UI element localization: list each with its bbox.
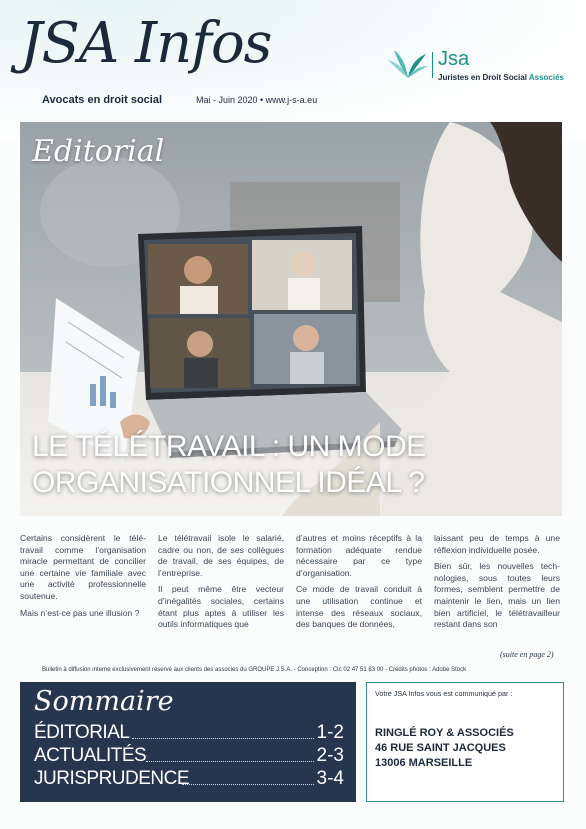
sommaire-title: Sommaire [34,686,174,717]
masthead-title: JSA Infos [20,11,272,76]
sender-name: RINGLÉ ROY & ASSOCIÉS [375,727,514,739]
leader-dots [132,737,314,739]
jsa-logo [386,48,566,88]
logo-divider [432,52,433,78]
tagline: Avocats en droit social [42,94,163,106]
sender-city: 13006 MARSEILLE [375,757,473,769]
logo-name: Jsa [438,48,470,70]
communicated-heading: Votre JSA Infos vous est communiqué par : [375,689,513,698]
book-pages-icon [386,48,430,80]
issue-dateline: Mai - Juin 2020 • www.j-s-a.eu [196,95,318,105]
continued-note: (suite en page 2) [500,650,554,659]
leader-dots [146,760,314,762]
headline: LE TÉLÉTRAVAIL : UN MODE ORGANISATIONNEL IDÉAL ? [32,430,426,499]
sommaire-item-jurisprudence: JURISPRUDENCE 3-4 [34,768,344,789]
editorial-article [20,533,562,643]
sommaire-box [20,682,356,802]
communicated-by-box [366,682,564,802]
hero-photo [20,122,562,516]
sommaire-item-actualites: ACTUALITÉS 2-3 [34,745,344,766]
logo-subtitle: Juristes en Droit Social Associés [438,73,564,82]
article-column-1: Certains considèrent le télétravail comme l’organisation miracle permettant de concilier une certaine vie familiale avec une activité professionnelle soutenue. Mais n’est-ce pas une illusion ? [20,533,146,618]
article-column-3: d’autres et moins réceptifs à la formation adéquate rendue nécessaire par ce type d’organisation. Ce mode de travail conduit à une utilisation continue et intense des réseaux sociaux, des banques de données, [296,533,422,630]
credit-line: Bulletin à diffusion interne exclusivement réservé aux clients des associés du GROUPE J.S.A. - Conception : Ctc 02 47 51 83 00 - Crédits photos : Adobe Stock [42,667,467,673]
section-label-editorial: Editorial [32,134,165,169]
article-column-2: Le télétravail isole le salarié, cadre ou non, de ses collègues de travail, de ses équipes, de l’entreprise. Il peut même être vecteur d’inégalités sociales, certains étant plus aptes à utiliser les outils informatiques que [158,533,284,630]
sommaire-item-editorial: ÉDITORIAL 1-2 [34,722,344,743]
sender-street: 46 RUE SAINT JACQUES [375,742,506,754]
leader-dots [182,783,314,785]
article-column-4: laissant peu de temps à une réflexion individuelle posée. Bien sûr, les nouvelles technologies, sous toutes leurs formes, semblent permettre de maintenir le lien, mais un lien bien artificiel, le télétravailleur restant dans son [434,533,560,630]
